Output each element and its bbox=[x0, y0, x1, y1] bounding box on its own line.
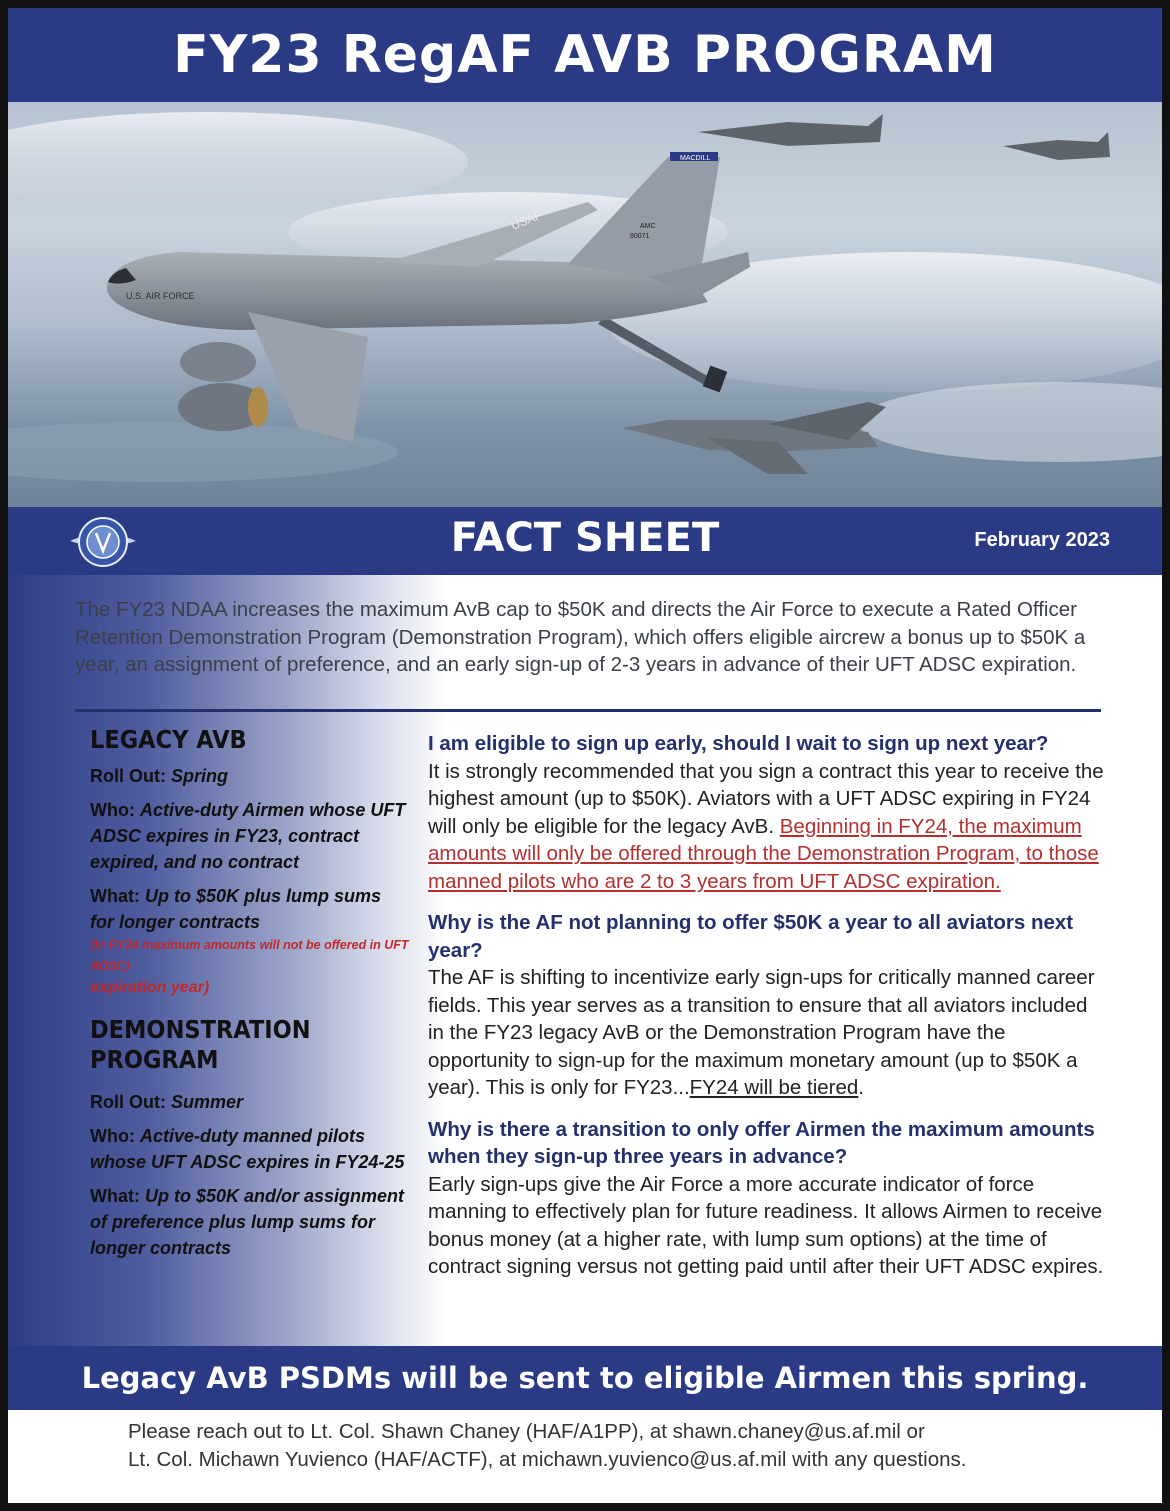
wing-lettering: USAF bbox=[508, 207, 544, 233]
tanker-lettering: U.S. AIR FORCE bbox=[126, 291, 195, 301]
hero-photo bbox=[8, 102, 1162, 507]
legacy-who-label: Who: bbox=[90, 800, 135, 820]
legacy-fy24-note-tail: expiration year) bbox=[90, 979, 210, 996]
tail-code: AMC bbox=[640, 223, 656, 230]
demo-heading-line1: DEMONSTRATION bbox=[90, 1015, 311, 1044]
demo-what bbox=[90, 1183, 410, 1261]
legacy-who bbox=[90, 797, 410, 875]
demo-who bbox=[90, 1123, 410, 1175]
demo-what-label: What: bbox=[90, 1186, 140, 1206]
demo-rollout bbox=[90, 1089, 410, 1115]
faq-answer-2-end: . bbox=[858, 1076, 864, 1099]
faq-answer-1 bbox=[428, 758, 1104, 896]
fact-sheet-page bbox=[8, 8, 1162, 1503]
legacy-fy24-note: (In FY24 maximum amounts will not be offered in UFT ADSC) bbox=[90, 938, 409, 973]
fact-sheet-title: FACT SHEET bbox=[450, 515, 720, 561]
demonstration-program-heading bbox=[90, 1015, 378, 1075]
contact-line-1: Please reach out to Lt. Col. Shawn Chaney (HAF/A1PP), at shawn.chaney@us.af.mil or bbox=[128, 1420, 925, 1443]
demo-what-value: Up to $50K and/or assignment of preference plus lump sums for longer contracts bbox=[90, 1186, 405, 1258]
aircraft-refueling-illustration bbox=[8, 102, 1162, 507]
legacy-what-value: Up to $50K plus lump sums for longer contracts bbox=[90, 886, 382, 932]
faq-answer-2-text: The AF is shifting to incentivize early sign-ups for critically manned career fields. This year serves as a transition to ensure that all aviators included in the FY23 legacy AvB or the Demonstration Program have the opportunity to sign-up for the maximum monetary amount (up to $50K a year). This is only for FY23... bbox=[428, 966, 1095, 1099]
demo-heading-line2: PROGRAM bbox=[90, 1045, 219, 1074]
faq-answer-1-text: It is strongly recommended that you sign a contract this year to receive the highest amount (up to $50K). Aviators with a UFT ADSC expiring in FY24 will only be eligible for the legacy AvB. bbox=[428, 759, 1104, 838]
title-banner bbox=[8, 8, 1162, 102]
tail-band-lettering: MACDILL bbox=[680, 155, 711, 162]
body-content bbox=[8, 575, 1162, 1346]
fact-sheet-bar bbox=[8, 507, 1162, 575]
faq-column bbox=[428, 730, 1104, 1295]
demo-who-value: Active-duty manned pilots whose UFT ADSC expires in FY24-25 bbox=[90, 1126, 405, 1172]
demo-rollout-label: Roll Out: bbox=[90, 1092, 166, 1112]
demo-who-label: Who: bbox=[90, 1126, 135, 1146]
faq-question-2: Why is the AF not planning to offer $50K a year to all aviators next year? bbox=[428, 911, 1074, 962]
faq-answer-2-underline: FY24 will be tiered bbox=[689, 1076, 859, 1099]
bottom-banner bbox=[8, 1346, 1162, 1410]
legacy-rollout-label: Roll Out: bbox=[90, 766, 166, 786]
section-divider bbox=[75, 709, 1101, 712]
legacy-avb-heading: LEGACY AVB bbox=[90, 725, 247, 754]
legacy-rollout bbox=[90, 763, 410, 789]
intro-paragraph: The FY23 NDAA increases the maximum AvB cap to $50K and directs the Air Force to execute a Rated Officer Retention Demonstration Program (Demonstration Program), which offers eligible aircrew a bonus up to $50K a year, an assignment of preference, and an early sign-up of 2-3 years in advance of their UFT ADSC expiration. bbox=[75, 598, 1086, 676]
contact-info bbox=[8, 1410, 1162, 1503]
legacy-what bbox=[90, 883, 410, 999]
faq-question-3: Why is there a transition to only offer Airmen the maximum amounts when they sign-up three years in advance? bbox=[428, 1117, 1095, 1168]
program-summary-column bbox=[90, 725, 410, 1261]
bottom-banner-text: Legacy AvB PSDMs will be sent to eligible Airmen this spring. bbox=[81, 1361, 1089, 1395]
faq-answer-3: Early sign-ups give the Air Force a more accurate indicator of force manning to effectively plan for future readiness. It allows Airmen to receive bonus money (at a higher rate, with lump sum options) at the time of contract signing versus not getting paid until after their UFT ADSC expires. bbox=[428, 1172, 1104, 1278]
contact-line-2: Lt. Col. Michawn Yuvienco (HAF/ACTF), at michawn.yuvienco@us.af.mil with any questions. bbox=[128, 1448, 967, 1471]
legacy-who-value: Active-duty Airmen whose UFT ADSC expires in FY23, contract expired, and no contract bbox=[90, 800, 406, 872]
demo-rollout-value: Summer bbox=[171, 1092, 244, 1112]
page-title: FY23 RegAF AVB PROGRAM bbox=[173, 25, 997, 85]
legacy-what-label: What: bbox=[90, 886, 140, 906]
tail-number: 80071 bbox=[630, 233, 650, 240]
faq-answer-1-highlight: Beginning in FY24, the maximum amounts will only be offered through the Demonstration Program, to those manned pilots who are 2 to 3 years from UFT ADSC expiration. bbox=[428, 814, 1099, 893]
publication-date: February 2023 bbox=[974, 529, 1110, 551]
faq-answer-2 bbox=[428, 964, 1104, 1102]
legacy-rollout-value: Spring bbox=[171, 766, 228, 786]
faq-question-1: I am eligible to sign up early, should I wait to sign up next year? bbox=[428, 732, 1049, 755]
